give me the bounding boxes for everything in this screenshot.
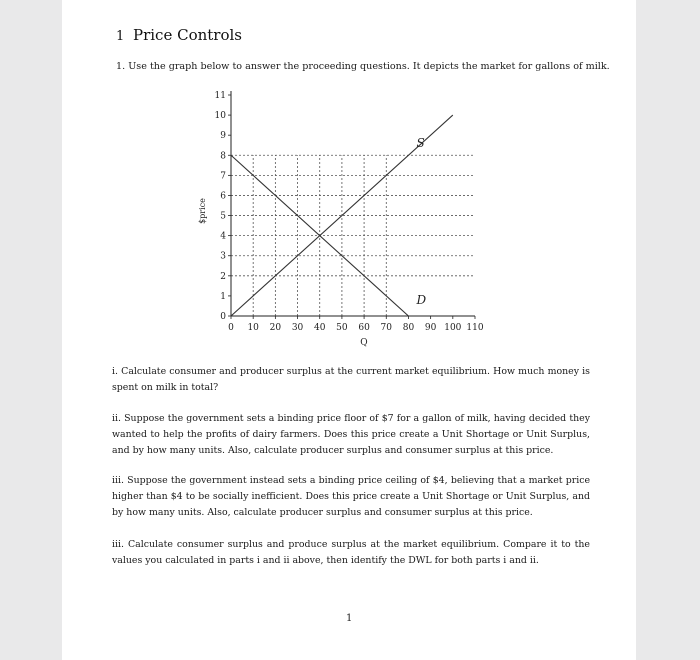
x-tick-label-0: 0 (228, 323, 234, 333)
section-title: Price Controls (133, 26, 242, 44)
x-tick-label-60: 60 (358, 323, 370, 333)
curve-label-d: D (416, 292, 427, 307)
question-ii: ii. Suppose the government sets a binding price floor of $7 for a gallon of milk, having decided they wanted to help the profits of dairy farmers. Does this price create a Unit Shortage or Unit Surplus, and by how many units. Also, calculate producer surplus and consumer surplus at this price. (112, 413, 590, 456)
y-tick-label-6: 6 (220, 191, 226, 202)
x-tick-label-40: 40 (314, 323, 326, 333)
y-tick-label-9: 9 (220, 131, 226, 142)
section-number: 1 (116, 29, 125, 44)
y-tick-label-7: 7 (220, 171, 226, 182)
x-tick-label-10: 10 (247, 323, 259, 333)
x-tick-label-30: 30 (291, 323, 304, 333)
x-tick-label-20: 20 (269, 323, 282, 333)
question-iii: iii. Suppose the government instead sets a binding price ceiling of $4, believing that a market price higher than $4 to be socially inefficient. Does this price create a Unit Shortage or Unit Surplus, and by how many units. Also, calculate producer surplus and consumer surplus at this price. (112, 475, 590, 518)
y-tick-label-1: 1 (220, 291, 226, 302)
x-tick-label-90: 90 (424, 323, 437, 333)
x-tick-label-110: 110 (466, 323, 484, 333)
x-tick-label-100: 100 (444, 323, 462, 333)
y-tick-label-8: 8 (220, 151, 226, 162)
guide-lines (231, 155, 475, 316)
question-iii-b: iii. Calculate consumer surplus and produce surplus at the market equilibrium. Compare it to the values you calculated in parts i and ii above, then identify the DWL for both parts i and ii. (112, 539, 590, 566)
y-tick-label-11: 11 (214, 91, 226, 101)
page-number: 1 (346, 613, 353, 624)
y-tick-label-0: 0 (220, 312, 226, 322)
y-tick-label-5: 5 (220, 211, 226, 222)
intro-text: 1. Use the graph below to answer the proceeding questions. It depicts the market for gallons of milk. (116, 61, 610, 72)
y-tick-label-4: 4 (220, 231, 226, 242)
curve-labels (415, 136, 426, 307)
y-tick-label-10: 10 (214, 111, 226, 122)
y-tick-label-3: 3 (220, 251, 226, 262)
curve-label-s: S (416, 136, 425, 151)
y-tick-label-2: 2 (220, 271, 226, 282)
x-axis-label: Q (360, 338, 368, 348)
x-tick-label-50: 50 (336, 323, 348, 333)
tick-labels (215, 91, 484, 333)
x-tick-label-70: 70 (380, 323, 392, 333)
x-tick-label-80: 80 (402, 323, 415, 333)
y-axis-label: $price (198, 198, 207, 224)
question-i: i. Calculate consumer and producer surplus at the current market equilibrium. How much money is spent on milk in total? (112, 366, 590, 393)
